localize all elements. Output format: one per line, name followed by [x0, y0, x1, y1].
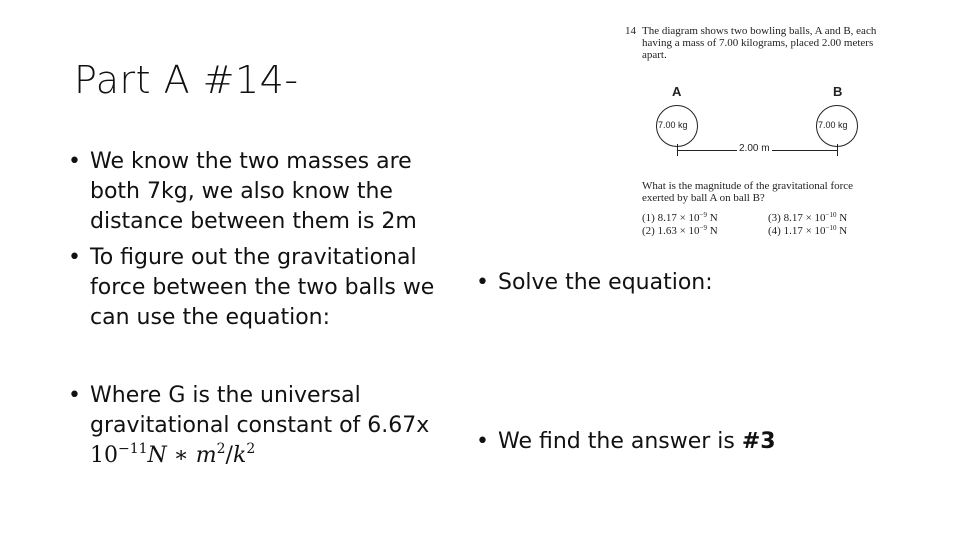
bullet-answer: • We find the answer is #3	[474, 427, 894, 457]
problem-image	[600, 22, 900, 244]
ball-b-label: B	[833, 84, 843, 99]
choice-3: (3) $8.17 \times 10^{-10}$ N	[768, 211, 848, 224]
left-bullet-list	[66, 147, 456, 477]
ball-a-label: A	[672, 84, 682, 99]
bullet-masses-distance: • We know the two masses are both 7kg, we also know the distance between them is 2m	[66, 147, 456, 237]
right-bullet-solve	[474, 268, 894, 298]
g-constant-text: Where G is the universal gravitational constant of 6.67x	[90, 383, 430, 438]
question-number: 14	[625, 25, 636, 37]
ball-a-mass: 7.00 kg	[658, 120, 688, 130]
right-bullet-answer	[474, 427, 894, 457]
choice-2: (2) $1.63 \times 10^{-9}$ N	[642, 224, 718, 237]
g-constant-formula: $10^{-11}N$ ∗ $m^2/k^2$	[90, 441, 256, 468]
question-text: What is the magnitude of the gravitational force exerted by ball A on ball B?	[642, 180, 854, 204]
choice-1: (1) $8.17 \times 10^{-9}$ N	[642, 211, 718, 224]
choice-4: (4) $1.17 \times 10^{-10}$ N	[768, 224, 848, 237]
bullet-gravitational-constant	[66, 381, 456, 471]
distance-tick-right	[837, 144, 838, 156]
bullet-equation-intro: • To figure out the gravitational force between the two balls we can use the equation:	[66, 243, 456, 333]
ball-b-mass: 7.00 kg	[818, 120, 848, 130]
bullet-solve: • Solve the equation:	[474, 268, 894, 298]
slide-title: Part A #14-	[74, 58, 299, 102]
distance-label: 2.00 m	[739, 143, 770, 154]
question-stem: The diagram shows two bowling balls, A and B, each having a mass of 7.00 kilograms, placed 2.00 meters apart.	[642, 25, 877, 61]
answer-value: #3	[741, 429, 776, 454]
